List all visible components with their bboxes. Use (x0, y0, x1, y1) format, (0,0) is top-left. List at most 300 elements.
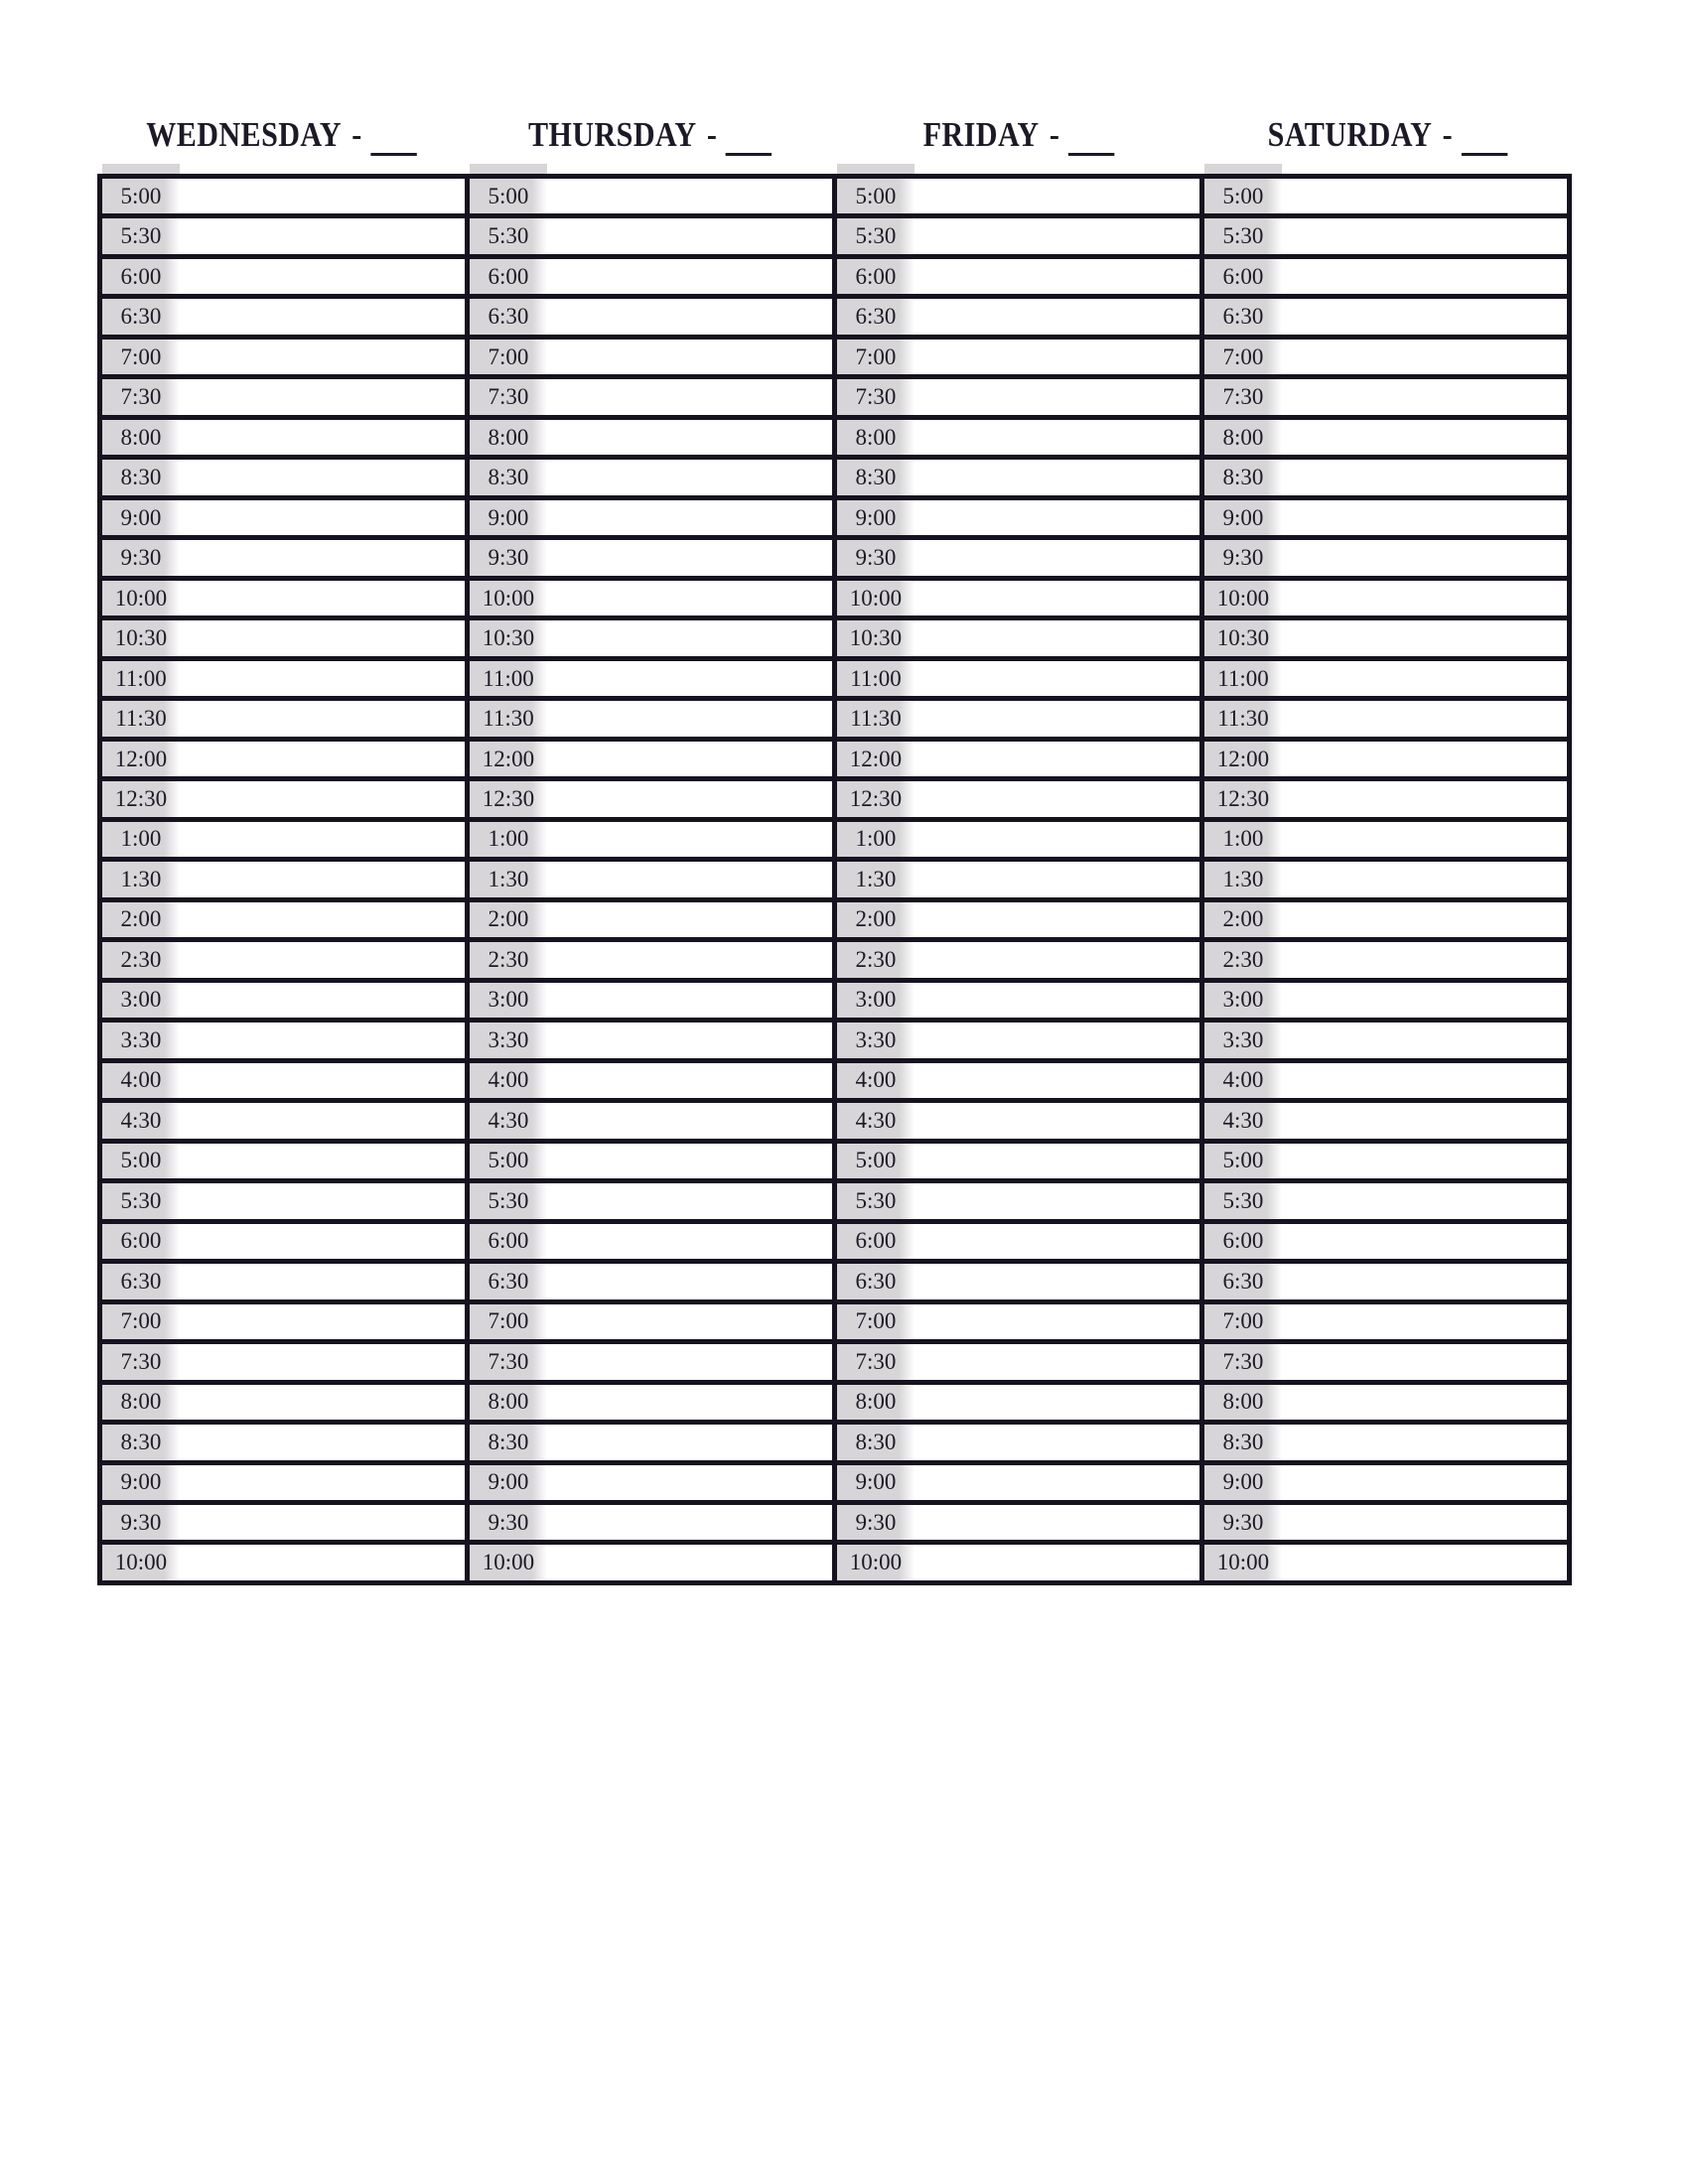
time-label: 2:00 (102, 902, 180, 937)
time-label: 8:00 (1204, 420, 1282, 455)
empty-slot[interactable] (1282, 340, 1567, 374)
empty-slot[interactable] (180, 1505, 465, 1540)
empty-slot[interactable] (547, 1344, 832, 1379)
empty-slot[interactable] (547, 179, 832, 213)
time-label: 7:30 (102, 379, 180, 414)
empty-slot[interactable] (180, 340, 465, 374)
empty-slot[interactable] (1282, 259, 1567, 294)
empty-slot[interactable] (180, 742, 465, 776)
empty-slot[interactable] (1282, 420, 1567, 455)
empty-slot[interactable] (1282, 460, 1567, 494)
empty-slot[interactable] (180, 862, 465, 896)
empty-slot[interactable] (547, 540, 832, 575)
empty-slot[interactable] (1282, 179, 1567, 213)
time-label: 12:00 (1204, 742, 1282, 776)
empty-slot[interactable] (1282, 983, 1567, 1018)
time-label: 9:00 (470, 1465, 547, 1500)
time-slot-row (1204, 259, 1567, 299)
empty-slot[interactable] (547, 1023, 832, 1057)
time-label: 9:00 (1204, 500, 1282, 535)
time-label: 3:00 (470, 983, 547, 1018)
empty-slot[interactable] (547, 299, 832, 334)
time-slot-row (1204, 299, 1567, 339)
time-label: 10:00 (837, 1545, 914, 1579)
time-slot-row (470, 460, 832, 499)
time-label: 8:00 (837, 1385, 914, 1420)
time-slot-row (1204, 1545, 1567, 1579)
empty-slot[interactable] (180, 1264, 465, 1298)
empty-slot[interactable] (180, 259, 465, 294)
day-name: FRIDAY (922, 115, 1040, 154)
time-slot-row (1204, 781, 1567, 821)
time-slot-row (102, 420, 465, 460)
time-slot-row (837, 1545, 1199, 1579)
empty-slot[interactable] (914, 379, 1199, 414)
time-slot-row (102, 620, 465, 660)
empty-slot[interactable] (914, 822, 1199, 857)
time-slot-row (102, 1425, 465, 1464)
empty-slot[interactable] (180, 1023, 465, 1057)
empty-slot[interactable] (1282, 1063, 1567, 1098)
empty-slot[interactable] (914, 1545, 1199, 1579)
empty-slot[interactable] (1282, 902, 1567, 937)
time-label: 1:30 (102, 862, 180, 896)
time-slot-row (837, 500, 1199, 540)
time-slot-row (1204, 1304, 1567, 1344)
empty-slot[interactable] (547, 701, 832, 736)
fill-in-blank-line[interactable] (726, 153, 772, 156)
time-slot-row (102, 1063, 465, 1103)
time-slot-row (837, 983, 1199, 1023)
time-slot-row (102, 983, 465, 1023)
empty-slot[interactable] (914, 1344, 1199, 1379)
time-slot-row (1204, 420, 1567, 460)
label-band-overhang (102, 164, 180, 174)
empty-slot[interactable] (1282, 781, 1567, 816)
empty-slot[interactable] (180, 420, 465, 455)
empty-slot[interactable] (180, 822, 465, 857)
empty-slot[interactable] (914, 701, 1199, 736)
empty-slot[interactable] (547, 902, 832, 937)
empty-slot[interactable] (180, 299, 465, 334)
empty-slot[interactable] (547, 942, 832, 977)
empty-slot[interactable] (1282, 620, 1567, 655)
fill-in-blank-line[interactable] (1462, 153, 1507, 156)
time-label: 8:30 (102, 1425, 180, 1459)
empty-slot[interactable] (547, 620, 832, 655)
empty-slot[interactable] (1282, 581, 1567, 615)
time-slot-row (837, 661, 1199, 701)
time-label: 6:30 (102, 1264, 180, 1298)
empty-slot[interactable] (180, 781, 465, 816)
empty-slot[interactable] (547, 1183, 832, 1218)
time-label: 9:00 (470, 500, 547, 535)
time-label: 9:30 (837, 1505, 914, 1540)
empty-slot[interactable] (547, 581, 832, 615)
empty-slot[interactable] (180, 620, 465, 655)
time-label: 4:00 (1204, 1063, 1282, 1098)
day-header-friday (835, 102, 1203, 152)
time-label: 6:30 (837, 299, 914, 334)
empty-slot[interactable] (914, 500, 1199, 535)
empty-slot[interactable] (1282, 1465, 1567, 1500)
empty-slot[interactable] (914, 862, 1199, 896)
empty-slot[interactable] (180, 218, 465, 253)
time-slot-row (102, 1545, 465, 1579)
empty-slot[interactable] (1282, 742, 1567, 776)
empty-slot[interactable] (180, 1144, 465, 1178)
time-label: 5:30 (470, 218, 547, 253)
time-label: 12:30 (102, 781, 180, 816)
empty-slot[interactable] (1282, 1425, 1567, 1459)
time-label: 8:30 (1204, 460, 1282, 494)
time-slot-row (837, 460, 1199, 499)
time-slot-row (1204, 902, 1567, 942)
empty-slot[interactable] (1282, 500, 1567, 535)
empty-slot[interactable] (180, 1183, 465, 1218)
empty-slot[interactable] (547, 1385, 832, 1420)
time-slot-row (102, 218, 465, 258)
time-label: 5:30 (837, 1183, 914, 1218)
empty-slot[interactable] (547, 1103, 832, 1138)
dash-separator: - (707, 115, 718, 154)
time-label: 6:00 (102, 259, 180, 294)
empty-slot[interactable] (914, 1144, 1199, 1178)
empty-slot[interactable] (547, 1505, 832, 1540)
empty-slot[interactable] (1282, 822, 1567, 857)
empty-slot[interactable] (180, 942, 465, 977)
time-slot-row (470, 420, 832, 460)
empty-slot[interactable] (547, 781, 832, 816)
time-slot-row (837, 259, 1199, 299)
time-label: 6:00 (1204, 1224, 1282, 1259)
time-slot-row (837, 701, 1199, 741)
time-label: 8:00 (102, 1385, 180, 1420)
time-label: 12:00 (470, 742, 547, 776)
time-label: 6:30 (470, 1264, 547, 1298)
time-label: 7:00 (470, 340, 547, 374)
time-label: 12:00 (102, 742, 180, 776)
empty-slot[interactable] (180, 1425, 465, 1459)
time-label: 10:30 (1204, 620, 1282, 655)
time-slot-row (102, 1385, 465, 1425)
time-label: 11:30 (1204, 701, 1282, 736)
time-slot-row (837, 420, 1199, 460)
empty-slot[interactable] (547, 420, 832, 455)
empty-slot[interactable] (1282, 862, 1567, 896)
empty-slot[interactable] (1282, 1144, 1567, 1178)
empty-slot[interactable] (180, 1224, 465, 1259)
empty-slot[interactable] (180, 379, 465, 414)
empty-slot[interactable] (914, 620, 1199, 655)
time-slot-row (470, 661, 832, 701)
time-slot-row (1204, 218, 1567, 258)
time-slot-row (470, 581, 832, 620)
empty-slot[interactable] (180, 581, 465, 615)
time-slot-row (837, 1264, 1199, 1303)
time-slot-row (102, 259, 465, 299)
time-label: 5:00 (837, 1144, 914, 1178)
time-label: 4:00 (470, 1063, 547, 1098)
empty-slot[interactable] (914, 902, 1199, 937)
empty-slot[interactable] (1282, 218, 1567, 253)
empty-slot[interactable] (914, 1023, 1199, 1057)
empty-slot[interactable] (547, 1063, 832, 1098)
empty-slot[interactable] (914, 340, 1199, 374)
empty-slot[interactable] (914, 1505, 1199, 1540)
time-label: 10:00 (1204, 1545, 1282, 1579)
empty-slot[interactable] (547, 1465, 832, 1500)
empty-slot[interactable] (1282, 379, 1567, 414)
time-slot-row (1204, 942, 1567, 982)
empty-slot[interactable] (914, 259, 1199, 294)
empty-slot[interactable] (914, 661, 1199, 696)
empty-slot[interactable] (1282, 1023, 1567, 1057)
empty-slot[interactable] (914, 1063, 1199, 1098)
time-label: 2:30 (470, 942, 547, 977)
time-label: 11:00 (102, 661, 180, 696)
empty-slot[interactable] (914, 581, 1199, 615)
fill-in-blank-line[interactable] (370, 153, 416, 156)
time-label: 3:00 (1204, 983, 1282, 1018)
empty-slot[interactable] (914, 983, 1199, 1018)
empty-slot[interactable] (914, 1103, 1199, 1138)
time-slot-row (102, 340, 465, 379)
empty-slot[interactable] (180, 1385, 465, 1420)
empty-slot[interactable] (180, 540, 465, 575)
time-slot-row (837, 581, 1199, 620)
time-label: 11:00 (1204, 661, 1282, 696)
empty-slot[interactable] (180, 661, 465, 696)
empty-slot[interactable] (547, 259, 832, 294)
empty-slot[interactable] (180, 179, 465, 213)
empty-slot[interactable] (180, 1063, 465, 1098)
time-label: 6:30 (102, 299, 180, 334)
time-slot-row (470, 1224, 832, 1264)
empty-slot[interactable] (547, 500, 832, 535)
time-slot-row (837, 1183, 1199, 1223)
time-slot-row (1204, 661, 1567, 701)
time-slot-row (1204, 701, 1567, 741)
empty-slot[interactable] (547, 340, 832, 374)
label-band-overhang (470, 164, 547, 174)
time-slot-row (470, 822, 832, 862)
empty-slot[interactable] (914, 460, 1199, 494)
empty-slot[interactable] (914, 1224, 1199, 1259)
empty-slot[interactable] (180, 1344, 465, 1379)
empty-slot[interactable] (914, 781, 1199, 816)
time-slot-row (470, 1264, 832, 1303)
empty-slot[interactable] (1282, 299, 1567, 334)
time-label: 1:00 (102, 822, 180, 857)
empty-slot[interactable] (1282, 1183, 1567, 1218)
empty-slot[interactable] (914, 179, 1199, 213)
time-label: 5:30 (1204, 1183, 1282, 1218)
empty-slot[interactable] (547, 862, 832, 896)
empty-slot[interactable] (914, 1183, 1199, 1218)
time-label: 7:00 (837, 1304, 914, 1339)
empty-slot[interactable] (914, 1264, 1199, 1298)
time-label: 3:30 (837, 1023, 914, 1057)
dash-separator: - (352, 115, 362, 154)
time-slot-row (837, 1304, 1199, 1344)
time-slot-row (102, 1304, 465, 1344)
time-slot-row (837, 340, 1199, 379)
empty-slot[interactable] (180, 1103, 465, 1138)
time-slot-row (837, 1505, 1199, 1545)
day-header-saturday (1203, 102, 1572, 152)
day-column-wednesday (102, 179, 470, 1580)
empty-slot[interactable] (1282, 661, 1567, 696)
empty-slot[interactable] (1282, 1103, 1567, 1138)
time-label: 2:00 (1204, 902, 1282, 937)
time-slot-row (102, 581, 465, 620)
empty-slot[interactable] (914, 1304, 1199, 1339)
empty-slot[interactable] (547, 1144, 832, 1178)
time-slot-row (837, 620, 1199, 660)
empty-slot[interactable] (1282, 942, 1567, 977)
time-label: 7:00 (1204, 1304, 1282, 1339)
empty-slot[interactable] (1282, 1385, 1567, 1420)
time-label: 9:30 (102, 540, 180, 575)
time-slot-row (102, 1103, 465, 1143)
empty-slot[interactable] (547, 1264, 832, 1298)
empty-slot[interactable] (180, 902, 465, 937)
time-slot-row (1204, 620, 1567, 660)
time-slot-row (837, 1224, 1199, 1264)
empty-slot[interactable] (914, 742, 1199, 776)
empty-slot[interactable] (1282, 1304, 1567, 1339)
empty-slot[interactable] (547, 1425, 832, 1459)
time-slot-row (102, 1505, 465, 1545)
time-label: 6:00 (470, 1224, 547, 1259)
empty-slot[interactable] (914, 1385, 1199, 1420)
empty-slot[interactable] (914, 942, 1199, 977)
empty-slot[interactable] (547, 742, 832, 776)
empty-slot[interactable] (547, 379, 832, 414)
time-label: 3:30 (102, 1023, 180, 1057)
time-slot-row (1204, 1183, 1567, 1223)
empty-slot[interactable] (180, 1545, 465, 1579)
time-slot-row (837, 862, 1199, 901)
time-slot-row (837, 822, 1199, 862)
time-label: 8:30 (837, 1425, 914, 1459)
time-label: 6:30 (1204, 299, 1282, 334)
empty-slot[interactable] (547, 218, 832, 253)
time-slot-row (837, 1144, 1199, 1183)
time-slot-row (1204, 500, 1567, 540)
empty-slot[interactable] (180, 983, 465, 1018)
empty-slot[interactable] (547, 661, 832, 696)
time-slot-row (470, 1385, 832, 1425)
empty-slot[interactable] (547, 1224, 832, 1259)
time-label: 3:30 (1204, 1023, 1282, 1057)
empty-slot[interactable] (547, 1304, 832, 1339)
time-slot-row (102, 179, 465, 218)
time-slot-row (102, 822, 465, 862)
empty-slot[interactable] (1282, 1224, 1567, 1259)
empty-slot[interactable] (180, 1465, 465, 1500)
time-slot-row (837, 742, 1199, 781)
day-name: SATURDAY (1267, 115, 1433, 154)
empty-slot[interactable] (914, 218, 1199, 253)
time-slot-row (837, 942, 1199, 982)
time-slot-row (102, 1465, 465, 1505)
empty-slot[interactable] (547, 983, 832, 1018)
empty-slot[interactable] (547, 1545, 832, 1579)
time-label: 1:00 (837, 822, 914, 857)
time-slot-row (1204, 460, 1567, 499)
empty-slot[interactable] (914, 420, 1199, 455)
time-label: 9:00 (837, 1465, 914, 1500)
time-slot-row (102, 701, 465, 741)
time-label: 7:30 (102, 1344, 180, 1379)
time-slot-row (470, 1304, 832, 1344)
time-slot-row (1204, 179, 1567, 218)
empty-slot[interactable] (180, 460, 465, 494)
empty-slot[interactable] (180, 701, 465, 736)
time-slot-row (837, 1344, 1199, 1384)
time-label: 9:00 (102, 500, 180, 535)
time-slot-row (837, 540, 1199, 580)
time-slot-row (1204, 1505, 1567, 1545)
time-label: 4:30 (470, 1103, 547, 1138)
day-column-friday (837, 179, 1204, 1580)
label-band-overhang (837, 164, 914, 174)
time-slot-row (102, 781, 465, 821)
time-slot-row (102, 1183, 465, 1223)
empty-slot[interactable] (1282, 1344, 1567, 1379)
time-label: 1:30 (470, 862, 547, 896)
empty-slot[interactable] (547, 460, 832, 494)
time-label: 2:30 (1204, 942, 1282, 977)
empty-slot[interactable] (914, 299, 1199, 334)
time-label: 7:30 (837, 1344, 914, 1379)
empty-slot[interactable] (1282, 1264, 1567, 1298)
time-label: 2:00 (837, 902, 914, 937)
time-label: 5:30 (102, 1183, 180, 1218)
empty-slot[interactable] (1282, 540, 1567, 575)
label-band-overhang (1204, 164, 1282, 174)
empty-slot[interactable] (914, 540, 1199, 575)
time-label: 8:00 (1204, 1385, 1282, 1420)
time-label: 10:30 (102, 620, 180, 655)
time-label: 8:30 (470, 460, 547, 494)
time-label: 2:30 (102, 942, 180, 977)
time-label: 5:00 (470, 179, 547, 213)
time-label: 8:00 (102, 420, 180, 455)
empty-slot[interactable] (1282, 1545, 1567, 1579)
empty-slot[interactable] (180, 1304, 465, 1339)
time-slot-row (837, 1063, 1199, 1103)
time-label: 12:30 (1204, 781, 1282, 816)
time-slot-row (470, 620, 832, 660)
empty-slot[interactable] (180, 500, 465, 535)
time-label: 4:00 (837, 1063, 914, 1098)
time-label: 6:30 (837, 1264, 914, 1298)
empty-slot[interactable] (914, 1465, 1199, 1500)
time-slot-row (837, 379, 1199, 419)
empty-slot[interactable] (547, 822, 832, 857)
time-slot-row (837, 179, 1199, 218)
empty-slot[interactable] (1282, 701, 1567, 736)
empty-slot[interactable] (914, 1425, 1199, 1459)
fill-in-blank-line[interactable] (1068, 153, 1114, 156)
empty-slot[interactable] (1282, 1505, 1567, 1540)
day-header-wednesday (97, 102, 466, 152)
time-label: 10:00 (102, 581, 180, 615)
time-slot-row (470, 540, 832, 580)
